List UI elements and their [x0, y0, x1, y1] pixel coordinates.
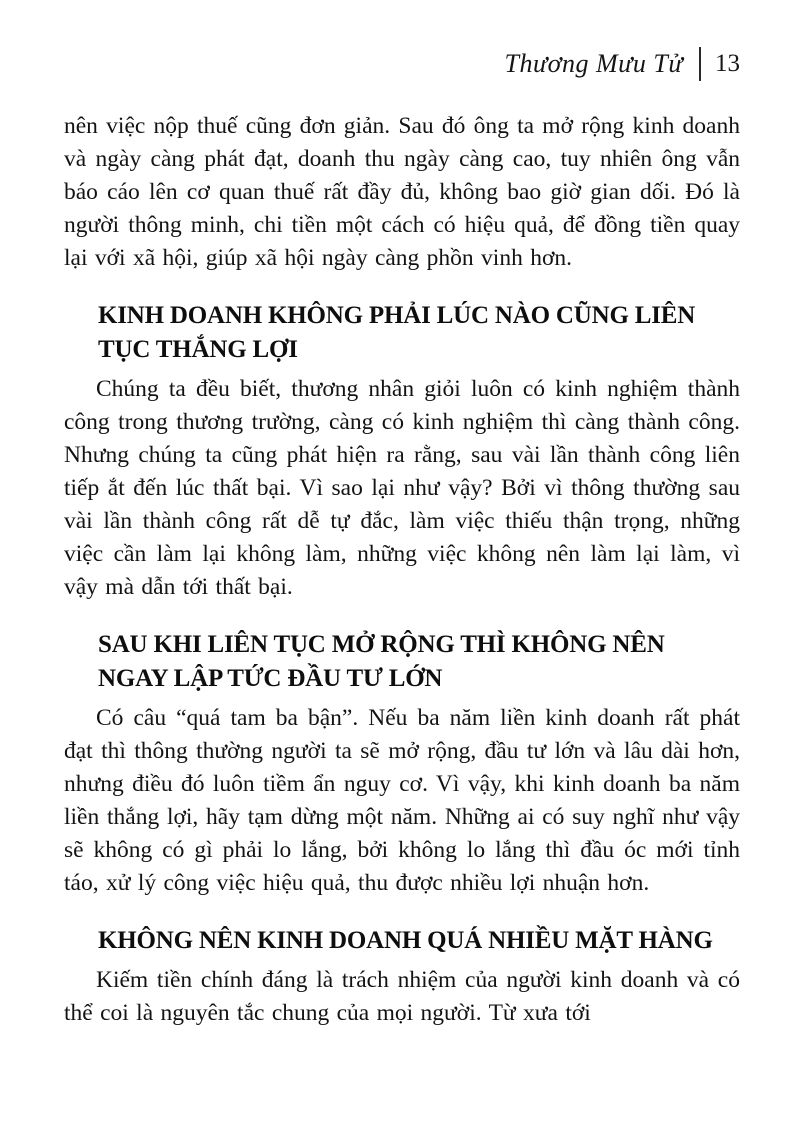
section-heading-1: KINH DOANH KHÔNG PHẢI LÚC NÀO CŨNG LIÊN TỤC THẮNG LỢI	[98, 302, 696, 363]
running-head-title: Thương Mưu Tử	[504, 49, 683, 78]
page-number: 13	[715, 50, 740, 77]
paragraph-continuation: nên việc nộp thuế cũng đơn giản. Sau đó ông ta mở rộng kinh doanh và ngày càng phát đạt, doanh thu ngày càng cao, tuy nhiên ông vẫn báo cáo lên cơ quan thuế rất đầy đủ, không bao giờ gian dối. Đó là người thông minh, chi tiền một cách có hiệu quả, để đồng tiền quay lại với xã hội, giúp xã hội ngày càng phồn vinh hơn.	[64, 113, 740, 271]
section-heading-3: KHÔNG NÊN KINH DOANH QUÁ NHIỀU MẶT HÀNG	[98, 927, 713, 954]
header-divider-rule	[699, 47, 701, 81]
running-header	[64, 44, 740, 84]
paragraph-section-2: Có câu “quá tam ba bận”. Nếu ba năm liền kinh doanh rất phát đạt thì thông thường người ta sẽ mở rộng, đầu tư lớn và lâu dài hơn, nhưng điều đó luôn tiềm ẩn nguy cơ. Vì vậy, khi kinh doanh ba năm liền thắng lợi, hãy tạm dừng một năm. Những ai có suy nghĩ như vậy sẽ không có gì phải lo lắng, bởi không lo lắng thì đầu óc mới tỉnh táo, xử lý công việc hiệu quả, thu được nhiều lợi nhuận hơn.	[64, 705, 740, 896]
paragraph-section-3: Kiếm tiền chính đáng là trách nhiệm của người kinh doanh và có thể coi là nguyên tắc chung của mọi người. Từ xưa tới	[64, 967, 740, 1026]
paragraph-section-1: Chúng ta đều biết, thương nhân giỏi luôn có kinh nghiệm thành công trong thương trường, càng có kinh nghiệm thì càng thành công. Nhưng chúng ta cũng phát hiện ra rằng, sau vài lần thành công liên tiếp ắt đến lúc thất bại. Vì sao lại như vậy? Bởi vì thông thường sau vài lần thành công rất dễ tự đắc, làm việc thiếu thận trọng, những việc cần làm lại không làm, những việc không nên làm lại làm, vì vậy mà dẫn tới thất bại.	[64, 376, 740, 600]
section-heading-2: SAU KHI LIÊN TỤC MỞ RỘNG THÌ KHÔNG NÊN NGAY LẬP TỨC ĐẦU TƯ LỚN	[98, 631, 665, 692]
